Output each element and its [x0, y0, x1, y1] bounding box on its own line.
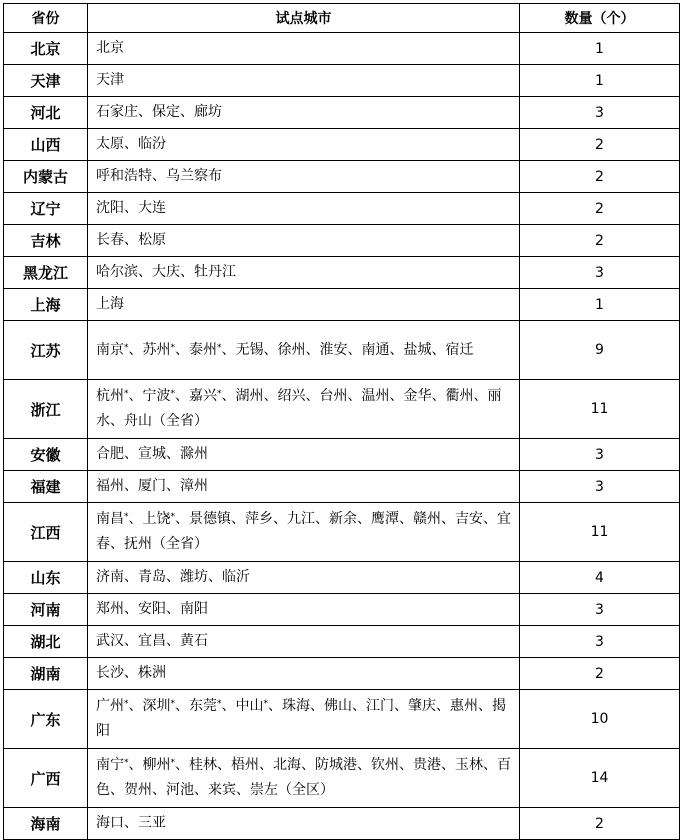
cities-cell — [88, 380, 520, 439]
count-cell: 2 — [520, 658, 680, 690]
cities-cell — [88, 658, 520, 690]
count-cell: 2 — [520, 225, 680, 257]
city-name: 海口 — [96, 815, 124, 831]
city-name: 上饶 — [142, 511, 171, 527]
city-name: 吉安 — [455, 511, 483, 527]
city-name: 天津 — [96, 72, 124, 88]
separator: 、 — [124, 136, 138, 152]
city-name: 南昌 — [96, 511, 124, 527]
cities-cell — [88, 257, 520, 289]
city-name: 河池 — [166, 782, 194, 798]
city-name: 宁波 — [142, 388, 171, 404]
separator: 、 — [483, 511, 497, 527]
separator: 、 — [263, 388, 278, 404]
city-name: 景德镇 — [189, 511, 231, 527]
province-cell: 广东 — [4, 690, 88, 749]
separator: 、 — [478, 698, 492, 714]
city-name: 三亚 — [138, 815, 166, 831]
province-cell: 天津 — [4, 65, 88, 97]
cities-cell — [88, 562, 520, 594]
separator: 、 — [352, 698, 366, 714]
separator: 、 — [268, 698, 282, 714]
city-name: 宣城 — [138, 446, 166, 462]
table-row — [4, 808, 680, 840]
cities-cell — [88, 33, 520, 65]
table-row — [4, 503, 680, 562]
city-name: 湖州 — [235, 388, 264, 404]
pilot-star-marker: * — [124, 758, 129, 768]
province-cell: 吉林 — [4, 225, 88, 257]
cities-cell — [88, 626, 520, 658]
city-name: 南通 — [361, 341, 390, 358]
table-row — [4, 225, 680, 257]
table-row — [4, 658, 680, 690]
pilot-star-marker: * — [170, 512, 175, 522]
pilot-star-marker: * — [217, 342, 222, 353]
separator: 、 — [128, 698, 143, 714]
separator: 、 — [399, 757, 413, 773]
table-row — [4, 439, 680, 471]
scope-suffix: （全区） — [278, 782, 334, 798]
table-row — [4, 690, 680, 749]
separator: 、 — [231, 511, 245, 527]
city-name: 萍乡 — [245, 511, 273, 527]
separator: 、 — [194, 782, 208, 798]
table-row — [4, 289, 680, 321]
separator: 、 — [110, 413, 124, 429]
city-name: 石家庄 — [96, 104, 138, 120]
separator: 、 — [236, 782, 250, 798]
province-cell: 北京 — [4, 33, 88, 65]
city-name: 大连 — [138, 200, 166, 216]
city-name: 温州 — [361, 388, 390, 404]
count-cell: 1 — [520, 65, 680, 97]
city-name: 肇庆 — [408, 698, 436, 714]
province-cell: 安徽 — [4, 439, 88, 471]
table-row — [4, 471, 680, 503]
city-name: 抚州 — [124, 536, 152, 552]
city-name: 宜昌 — [138, 633, 166, 649]
city-name: 揭阳 — [96, 698, 506, 739]
city-name: 沈阳 — [96, 200, 124, 216]
table-row — [4, 562, 680, 594]
separator: 、 — [221, 341, 236, 358]
province-cell: 河南 — [4, 594, 88, 626]
count-cell: 1 — [520, 289, 680, 321]
separator: 、 — [128, 511, 143, 527]
separator: 、 — [347, 341, 362, 358]
table-row — [4, 33, 680, 65]
city-name: 盐城 — [403, 341, 432, 358]
city-name: 黄石 — [180, 633, 208, 649]
separator: 、 — [357, 757, 371, 773]
city-name: 苏州 — [142, 341, 171, 358]
city-name: 衢州 — [445, 388, 474, 404]
city-name: 牡丹江 — [194, 264, 236, 280]
city-name: 梧州 — [231, 757, 259, 773]
city-name: 中山 — [235, 698, 264, 714]
province-cell: 江西 — [4, 503, 88, 562]
table-row — [4, 97, 680, 129]
separator: 、 — [441, 511, 455, 527]
city-name: 临汾 — [138, 136, 166, 152]
city-name: 宿迁 — [445, 341, 474, 358]
city-name: 武汉 — [96, 633, 124, 649]
city-name: 钦州 — [371, 757, 399, 773]
table-row — [4, 65, 680, 97]
city-name: 漳州 — [180, 478, 208, 494]
pilot-star-marker: * — [124, 389, 129, 399]
city-name: 厦门 — [138, 478, 166, 494]
province-cell: 湖南 — [4, 658, 88, 690]
city-name: 南京 — [96, 341, 124, 358]
count-cell: 2 — [520, 161, 680, 193]
separator: 、 — [110, 536, 124, 552]
separator: 、 — [305, 341, 320, 358]
separator: 、 — [441, 757, 455, 773]
city-name: 东莞 — [189, 698, 217, 714]
city-name: 玉林 — [455, 757, 483, 773]
separator: 、 — [124, 601, 138, 617]
separator: 、 — [347, 388, 362, 404]
separator: 、 — [208, 569, 222, 585]
separator: 、 — [399, 511, 413, 527]
province-cell: 上海 — [4, 289, 88, 321]
separator: 、 — [166, 569, 180, 585]
separator: 、 — [483, 757, 497, 773]
separator: 、 — [217, 757, 231, 773]
province-cell: 内蒙古 — [4, 161, 88, 193]
separator: 、 — [124, 815, 138, 831]
separator: 、 — [175, 757, 189, 773]
cities-cell — [88, 225, 520, 257]
province-cell: 辽宁 — [4, 193, 88, 225]
separator: 、 — [124, 446, 138, 462]
table-row — [4, 129, 680, 161]
province-cell: 黑龙江 — [4, 257, 88, 289]
separator: 、 — [431, 341, 446, 358]
separator: 、 — [166, 478, 180, 494]
separator: 、 — [138, 264, 152, 280]
city-name: 江门 — [366, 698, 394, 714]
count-cell: 2 — [520, 808, 680, 840]
table-body — [4, 33, 680, 840]
separator: 、 — [310, 698, 324, 714]
header-cities: 试点城市 — [88, 4, 520, 33]
separator: 、 — [175, 698, 189, 714]
separator: 、 — [138, 104, 152, 120]
city-name: 泰州 — [189, 341, 217, 358]
cities-cell — [88, 97, 520, 129]
province-cell: 湖北 — [4, 626, 88, 658]
separator: 、 — [124, 200, 138, 216]
separator: 、 — [357, 511, 371, 527]
cities-cell — [88, 161, 520, 193]
count-cell: 4 — [520, 562, 680, 594]
separator: 、 — [431, 388, 446, 404]
separator: 、 — [305, 388, 320, 404]
count-cell: 9 — [520, 321, 680, 380]
separator: 、 — [128, 757, 143, 773]
province-cell: 江苏 — [4, 321, 88, 380]
header-count: 数量（个） — [520, 4, 680, 33]
pilot-star-marker: * — [217, 699, 222, 709]
count-cell: 2 — [520, 193, 680, 225]
count-cell: 3 — [520, 594, 680, 626]
city-name: 杭州 — [96, 388, 124, 404]
separator: 、 — [301, 757, 315, 773]
pilot-star-marker: * — [170, 389, 175, 399]
table-row — [4, 321, 680, 380]
city-name: 福州 — [96, 478, 124, 494]
count-cell: 10 — [520, 690, 680, 749]
separator: 、 — [221, 388, 236, 404]
table-row — [4, 626, 680, 658]
count-cell: 3 — [520, 97, 680, 129]
scope-suffix: （全省） — [152, 536, 208, 552]
city-name: 赣州 — [413, 511, 441, 527]
table-row — [4, 193, 680, 225]
separator: 、 — [128, 388, 143, 404]
city-name: 滁州 — [180, 446, 208, 462]
city-name: 广州 — [96, 698, 124, 714]
city-name: 保定 — [152, 104, 180, 120]
city-name: 柳州 — [142, 757, 171, 773]
city-name: 南宁 — [96, 757, 124, 773]
city-name: 防城港 — [315, 757, 357, 773]
city-name: 无锡 — [235, 341, 264, 358]
pilot-star-marker: * — [217, 389, 222, 399]
count-cell: 2 — [520, 129, 680, 161]
province-cell: 浙江 — [4, 380, 88, 439]
city-name: 百色 — [96, 757, 511, 798]
city-name: 鹰潭 — [371, 511, 399, 527]
separator: 、 — [180, 264, 194, 280]
count-cell: 14 — [520, 749, 680, 808]
cities-cell — [88, 289, 520, 321]
city-name: 合肥 — [96, 446, 124, 462]
city-name: 九江 — [287, 511, 315, 527]
city-name: 来宾 — [208, 782, 236, 798]
city-name: 大庆 — [152, 264, 180, 280]
header-province: 省份 — [4, 4, 88, 33]
pilot-star-marker: * — [124, 512, 129, 522]
city-name: 新余 — [329, 511, 357, 527]
province-cell: 福建 — [4, 471, 88, 503]
city-name: 嘉兴 — [189, 388, 217, 404]
table-header-row — [4, 4, 680, 33]
cities-cell — [88, 471, 520, 503]
separator: 、 — [315, 511, 329, 527]
city-name: 深圳 — [142, 698, 171, 714]
table-row — [4, 594, 680, 626]
separator: 、 — [273, 511, 287, 527]
cities-cell — [88, 321, 520, 380]
separator: 、 — [175, 341, 189, 358]
separator: 、 — [124, 665, 138, 681]
separator: 、 — [152, 168, 166, 184]
pilot-star-marker: * — [170, 758, 175, 768]
separator: 、 — [124, 633, 138, 649]
city-name: 呼和浩特 — [96, 168, 152, 184]
separator: 、 — [221, 698, 236, 714]
cities-cell — [88, 503, 520, 562]
province-cell: 山西 — [4, 129, 88, 161]
city-name: 贵港 — [413, 757, 441, 773]
cities-cell — [88, 439, 520, 471]
separator: 、 — [263, 341, 278, 358]
separator: 、 — [166, 446, 180, 462]
city-name: 淮安 — [319, 341, 348, 358]
city-name: 徐州 — [277, 341, 306, 358]
separator: 、 — [166, 601, 180, 617]
table-row — [4, 380, 680, 439]
city-name: 舟山 — [124, 413, 152, 429]
province-cell: 海南 — [4, 808, 88, 840]
city-name: 绍兴 — [277, 388, 306, 404]
count-cell: 1 — [520, 33, 680, 65]
city-name: 长沙 — [96, 665, 124, 681]
separator: 、 — [175, 511, 189, 527]
city-name: 乌兰察布 — [166, 168, 222, 184]
separator: 、 — [473, 388, 488, 404]
cities-cell — [88, 808, 520, 840]
separator: 、 — [175, 388, 189, 404]
province-cell: 广西 — [4, 749, 88, 808]
count-cell: 3 — [520, 471, 680, 503]
city-name: 惠州 — [450, 698, 478, 714]
separator: 、 — [124, 232, 138, 248]
separator: 、 — [166, 633, 180, 649]
city-name: 北海 — [273, 757, 301, 773]
table-row — [4, 257, 680, 289]
cities-cell — [88, 129, 520, 161]
separator: 、 — [389, 341, 404, 358]
count-cell: 11 — [520, 380, 680, 439]
city-name: 贺州 — [124, 782, 152, 798]
city-name: 北京 — [96, 40, 124, 56]
separator: 、 — [110, 782, 124, 798]
city-name: 廊坊 — [194, 104, 222, 120]
cities-cell — [88, 65, 520, 97]
count-cell: 3 — [520, 257, 680, 289]
city-name: 珠海 — [282, 698, 310, 714]
separator: 、 — [128, 341, 143, 358]
city-name: 台州 — [319, 388, 348, 404]
province-cell: 山东 — [4, 562, 88, 594]
city-name: 上海 — [96, 296, 124, 312]
table-row — [4, 161, 680, 193]
city-name: 潍坊 — [180, 569, 208, 585]
city-name: 金华 — [403, 388, 432, 404]
separator: 、 — [152, 782, 166, 798]
pilot-star-marker: * — [263, 699, 268, 709]
separator: 、 — [436, 698, 450, 714]
cities-cell — [88, 749, 520, 808]
city-name: 太原 — [96, 136, 124, 152]
pilot-star-marker: * — [124, 342, 129, 353]
city-name: 临沂 — [222, 569, 250, 585]
count-cell: 3 — [520, 439, 680, 471]
city-name: 佛山 — [324, 698, 352, 714]
table-row — [4, 749, 680, 808]
city-name: 安阳 — [138, 601, 166, 617]
city-name: 南阳 — [180, 601, 208, 617]
city-name: 宜春 — [96, 511, 511, 552]
city-name: 崇左 — [250, 782, 278, 798]
city-name: 长春 — [96, 232, 124, 248]
city-name: 株洲 — [138, 665, 166, 681]
cities-cell — [88, 193, 520, 225]
separator: 、 — [180, 104, 194, 120]
city-name: 济南 — [96, 569, 124, 585]
city-name: 郑州 — [96, 601, 124, 617]
city-name: 松原 — [138, 232, 166, 248]
count-cell: 11 — [520, 503, 680, 562]
scope-suffix: （全省） — [152, 413, 208, 429]
cities-cell — [88, 594, 520, 626]
pilot-star-marker: * — [124, 699, 129, 709]
count-cell: 3 — [520, 626, 680, 658]
separator: 、 — [394, 698, 408, 714]
pilot-star-marker: * — [170, 699, 175, 709]
pilot-star-marker: * — [170, 342, 175, 353]
city-name: 桂林 — [189, 757, 217, 773]
separator: 、 — [389, 388, 404, 404]
separator: 、 — [124, 569, 138, 585]
cities-cell — [88, 690, 520, 749]
city-name: 丽水 — [96, 388, 502, 429]
separator: 、 — [124, 478, 138, 494]
separator: 、 — [259, 757, 273, 773]
pilot-cities-table — [3, 3, 680, 840]
city-name: 青岛 — [138, 569, 166, 585]
city-name: 哈尔滨 — [96, 264, 138, 280]
province-cell: 河北 — [4, 97, 88, 129]
